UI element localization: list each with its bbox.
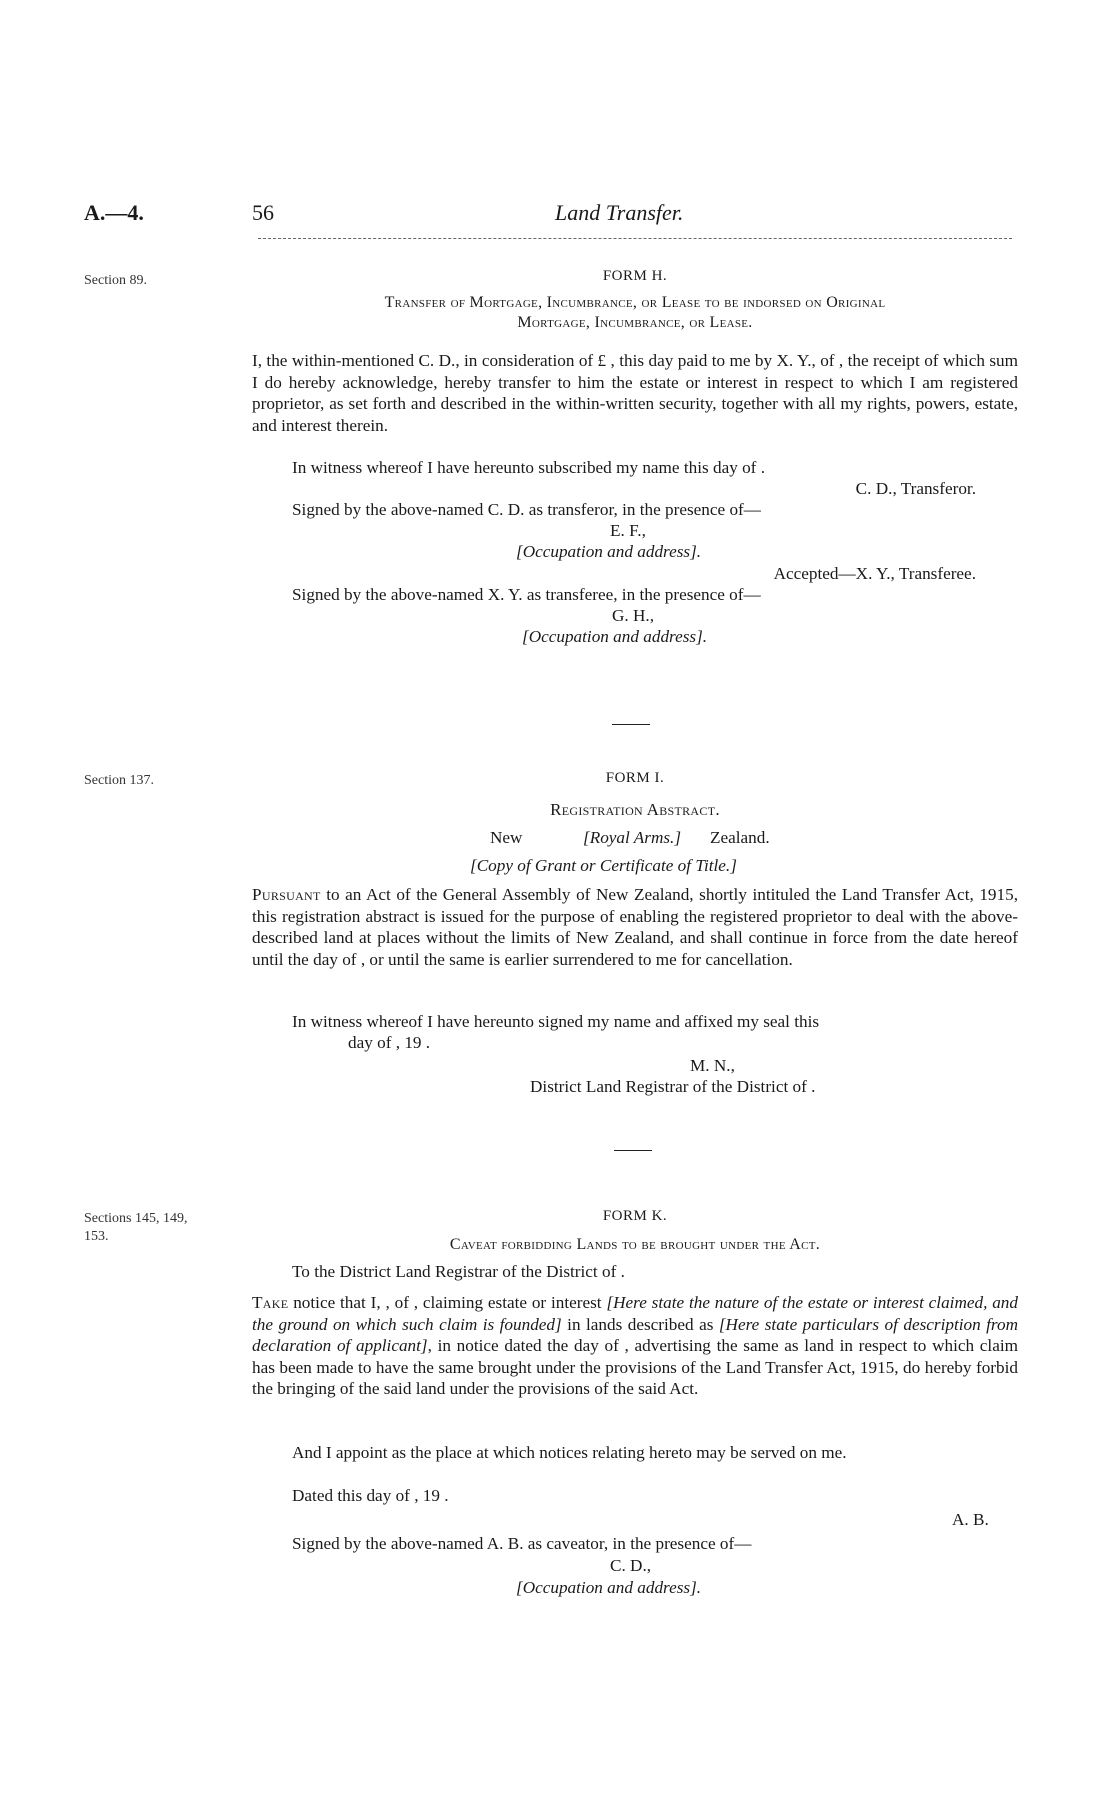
section-divider (614, 1150, 652, 1151)
lead-word: Take (252, 1293, 289, 1312)
page-number: 56 (252, 200, 274, 225)
addressee-line: To the District Land Registrar of the District of . (292, 1262, 625, 1281)
form-heading: Caveat forbidding Lands to be brought under the Act. (449, 1236, 821, 1253)
form-heading-continued: Mortgage, Incumbrance, or Lease. (517, 314, 753, 331)
form-title: FORM I. (605, 770, 665, 786)
caveator-signature: A. B. (952, 1510, 989, 1529)
instruction-text: [Here state particulars of description from declaration of applicant] (252, 1314, 1018, 1355)
form-title: FORM H. (602, 268, 668, 284)
lead-word: Pursuant (252, 885, 321, 904)
dated-line: Dated this day of , 19 . (292, 1486, 449, 1505)
abstract-paragraph (252, 884, 1018, 970)
form-heading: Transfer of Mortgage, Incumbrance, or Lease to be indorsed on Original (384, 294, 886, 311)
witness-name: E. F., (610, 521, 646, 540)
form-title: FORM K. (602, 1208, 668, 1224)
date-line: day of , 19 . (348, 1033, 431, 1052)
paragraph-text: , in notice dated the day of , advertising the same as land in respect to which claim has been made to have the same brought under the provisions of the Land Transfer Act, 1915, do hereby forbid the bringing of the said land under the provisions of the said Act. (252, 1336, 1018, 1398)
occupation-address: [Occupation and address]. (522, 627, 708, 646)
registrar-line: District Land Registrar of the District of . (530, 1077, 816, 1096)
paragraph-text: notice that I, , of , claiming estate or interest (288, 1293, 607, 1312)
occupation-address: [Occupation and address]. (516, 1578, 702, 1597)
witness-name: C. D., (610, 1556, 652, 1575)
margin-note: Sections 145, 149, (84, 1211, 188, 1226)
paragraph-text: to an Act of the General Assembly of New Zealand, shortly intituled the Land Transfer Act, 1915, this registration abstract is issued for the purpose of enabling the registered proprietor to deal with the above-described land at places without the limits of New Zealand, and shall continue in force from the date hereof until the day of , or until the same is earlier surrendered to me for cancellation. (252, 885, 1018, 969)
signatory: M. N., (690, 1056, 735, 1075)
signed-by-transferor: Signed by the above-named C. D. as transferor, in the presence of— (292, 500, 761, 519)
accepted-transferee: Accepted—X. Y., Transferee. (773, 564, 976, 583)
transfer-paragraph: I, the within-mentioned C. D., in consideration of £ , this day paid to me by X. Y., of , the receipt of which sum I do hereby acknowledge, hereby transfer to him the estate or interest in respect to which I am registered proprietor, as set forth and described in the within-written security, together with all my rights, powers, estate, and interest therein. (252, 351, 1018, 435)
signed-by-transferee: Signed by the above-named X. Y. as transferee, in the presence of— (292, 585, 761, 604)
form-heading: Registration Abstract. (550, 800, 720, 819)
witness-name: G. H., (612, 606, 655, 625)
copy-of-grant: [Copy of Grant or Certificate of Title.] (470, 856, 737, 875)
margin-note: Section 89. (84, 273, 147, 288)
section-divider (612, 724, 650, 725)
signed-by-caveator: Signed by the above-named A. B. as caveator, in the presence of— (292, 1534, 752, 1553)
margin-note: Section 137. (84, 773, 154, 788)
royal-arms: [Royal Arms.] (583, 828, 682, 847)
instruction-text: [Here state the nature of the estate or interest claimed, and the ground on which such claim is founded] (252, 1293, 1018, 1334)
transferor-signature: C. D., Transferor. (855, 479, 976, 498)
margin-note-continued: 153. (84, 1229, 109, 1244)
occupation-address: [Occupation and address]. (516, 542, 702, 561)
caveat-paragraph (252, 1292, 1018, 1400)
running-title: Land Transfer. (555, 200, 684, 225)
arms-right: Zealand. (710, 828, 770, 847)
appoint-line: And I appoint as the place at which notices relating hereto may be served on me. (292, 1443, 847, 1462)
document-reference: A.—4. (84, 200, 144, 225)
witness-line: In witness whereof I have hereunto signed my name and affixed my seal this (292, 1012, 820, 1031)
witness-line: In witness whereof I have hereunto subscribed my name this day of . (292, 458, 766, 477)
header-rule (258, 238, 1012, 239)
paragraph-text: in lands described as (561, 1314, 719, 1334)
arms-left: New (490, 828, 523, 847)
